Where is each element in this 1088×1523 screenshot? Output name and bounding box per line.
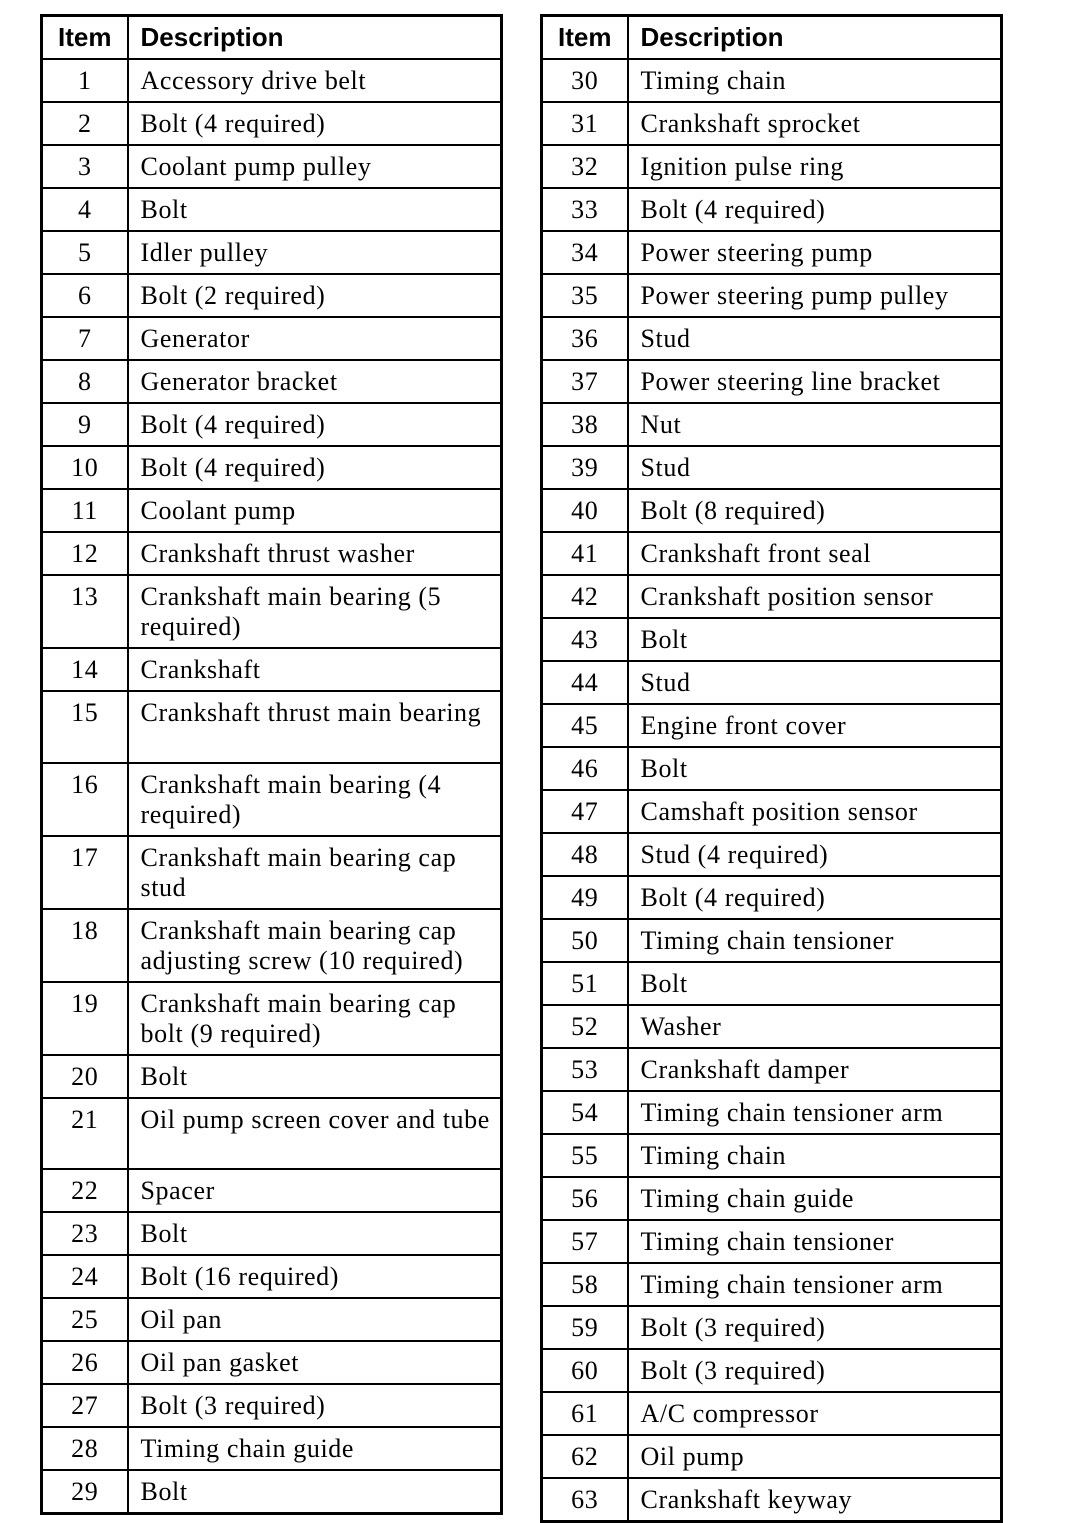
table-row	[542, 1091, 1002, 1134]
item-column-header: Item	[42, 16, 128, 60]
item-description: Timing chain	[628, 59, 1002, 102]
item-number: 5	[42, 231, 128, 274]
item-description: Bolt (3 required)	[628, 1306, 1002, 1349]
item-number: 35	[542, 274, 628, 317]
table-row	[42, 1298, 502, 1341]
item-description: Timing chain	[628, 1134, 1002, 1177]
table-row	[542, 661, 1002, 704]
item-number: 17	[42, 836, 128, 909]
item-description: Bolt (3 required)	[628, 1349, 1002, 1392]
item-description: Camshaft position sensor	[628, 790, 1002, 833]
item-description: Crankshaft main bearing (5 required)	[128, 575, 502, 648]
table-row	[542, 446, 1002, 489]
table-row	[542, 618, 1002, 661]
item-description: Generator	[128, 317, 502, 360]
item-number: 31	[542, 102, 628, 145]
item-number: 11	[42, 489, 128, 532]
table-row	[42, 763, 502, 836]
item-description: Bolt	[128, 1470, 502, 1514]
table-row	[542, 1134, 1002, 1177]
item-number: 8	[42, 360, 128, 403]
table-row	[42, 1169, 502, 1212]
item-description: Stud (4 required)	[628, 833, 1002, 876]
table-row	[542, 489, 1002, 532]
item-description: A/C compressor	[628, 1392, 1002, 1435]
item-description: Timing chain guide	[128, 1427, 502, 1470]
item-number: 55	[542, 1134, 628, 1177]
item-number: 22	[42, 1169, 128, 1212]
table-row	[542, 145, 1002, 188]
item-number: 25	[42, 1298, 128, 1341]
table-row	[542, 1005, 1002, 1048]
item-number: 40	[542, 489, 628, 532]
table-row	[542, 1478, 1002, 1522]
item-number: 21	[42, 1098, 128, 1170]
table-row	[542, 1349, 1002, 1392]
table-row	[42, 575, 502, 648]
item-number: 32	[542, 145, 628, 188]
table-row	[542, 1392, 1002, 1435]
header-row	[542, 16, 1002, 60]
item-number: 60	[542, 1349, 628, 1392]
item-number: 58	[542, 1263, 628, 1306]
parts-table-left-body	[42, 59, 502, 1514]
description-column-header: Description	[128, 16, 502, 60]
table-row	[542, 833, 1002, 876]
table-row	[542, 317, 1002, 360]
table-row	[542, 274, 1002, 317]
parts-table-right	[540, 14, 1003, 1523]
item-number: 14	[42, 648, 128, 691]
table-row	[42, 1255, 502, 1298]
table-row	[42, 403, 502, 446]
table-row	[42, 317, 502, 360]
item-number: 12	[42, 532, 128, 575]
table-row	[42, 59, 502, 102]
item-number: 10	[42, 446, 128, 489]
item-description: Power steering pump	[628, 231, 1002, 274]
item-number: 36	[542, 317, 628, 360]
item-description: Bolt (16 required)	[128, 1255, 502, 1298]
item-number: 61	[542, 1392, 628, 1435]
table-row	[542, 747, 1002, 790]
item-column-header: Item	[542, 16, 628, 60]
item-description: Idler pulley	[128, 231, 502, 274]
item-number: 49	[542, 876, 628, 919]
table-row	[542, 188, 1002, 231]
item-description: Bolt (4 required)	[128, 102, 502, 145]
item-number: 19	[42, 982, 128, 1055]
table-row	[542, 876, 1002, 919]
table-row	[42, 1212, 502, 1255]
item-description: Stud	[628, 317, 1002, 360]
table-row	[542, 1306, 1002, 1349]
item-number: 43	[542, 618, 628, 661]
item-description: Bolt (4 required)	[628, 876, 1002, 919]
item-number: 18	[42, 909, 128, 982]
item-description: Timing chain tensioner	[628, 919, 1002, 962]
item-description: Crankshaft keyway	[628, 1478, 1002, 1522]
item-description: Crankshaft main bearing (4 required)	[128, 763, 502, 836]
item-description: Coolant pump pulley	[128, 145, 502, 188]
item-description: Crankshaft damper	[628, 1048, 1002, 1091]
table-row	[42, 648, 502, 691]
item-description: Crankshaft main bearing cap adjusting screw (10 required)	[128, 909, 502, 982]
item-number: 46	[542, 747, 628, 790]
item-number: 38	[542, 403, 628, 446]
item-number: 56	[542, 1177, 628, 1220]
item-description: Crankshaft front seal	[628, 532, 1002, 575]
item-description: Oil pump screen cover and tube	[128, 1098, 502, 1170]
item-number: 42	[542, 575, 628, 618]
item-description: Crankshaft main bearing cap bolt (9 required)	[128, 982, 502, 1055]
item-description: Bolt (4 required)	[628, 188, 1002, 231]
table-row	[542, 919, 1002, 962]
item-number: 2	[42, 102, 128, 145]
table-row	[542, 1177, 1002, 1220]
item-description: Timing chain tensioner arm	[628, 1263, 1002, 1306]
item-description: Coolant pump	[128, 489, 502, 532]
table-row	[542, 403, 1002, 446]
item-number: 44	[542, 661, 628, 704]
item-description: Generator bracket	[128, 360, 502, 403]
item-description: Oil pump	[628, 1435, 1002, 1478]
item-number: 50	[542, 919, 628, 962]
item-description: Crankshaft	[128, 648, 502, 691]
item-description: Crankshaft position sensor	[628, 575, 1002, 618]
item-number: 57	[542, 1220, 628, 1263]
item-description: Spacer	[128, 1169, 502, 1212]
item-number: 53	[542, 1048, 628, 1091]
item-description: Oil pan	[128, 1298, 502, 1341]
item-description: Timing chain tensioner	[628, 1220, 1002, 1263]
table-row	[542, 1220, 1002, 1263]
item-description: Crankshaft thrust washer	[128, 532, 502, 575]
item-number: 59	[542, 1306, 628, 1349]
item-description: Bolt (4 required)	[128, 446, 502, 489]
item-number: 37	[542, 360, 628, 403]
item-number: 9	[42, 403, 128, 446]
table-row	[42, 145, 502, 188]
item-number: 48	[542, 833, 628, 876]
table-row	[42, 360, 502, 403]
table-row	[542, 532, 1002, 575]
item-description: Bolt	[128, 1055, 502, 1098]
table-row	[42, 982, 502, 1055]
item-number: 33	[542, 188, 628, 231]
item-description: Washer	[628, 1005, 1002, 1048]
table-row	[542, 575, 1002, 618]
item-description: Bolt	[128, 1212, 502, 1255]
item-number: 20	[42, 1055, 128, 1098]
table-row	[542, 790, 1002, 833]
table-row	[42, 231, 502, 274]
item-description: Stud	[628, 661, 1002, 704]
description-column-header: Description	[628, 16, 1002, 60]
item-number: 62	[542, 1435, 628, 1478]
item-number: 7	[42, 317, 128, 360]
item-number: 4	[42, 188, 128, 231]
item-description: Bolt	[128, 188, 502, 231]
item-number: 16	[42, 763, 128, 836]
item-description: Timing chain guide	[628, 1177, 1002, 1220]
item-number: 45	[542, 704, 628, 747]
item-description: Stud	[628, 446, 1002, 489]
item-description: Bolt (2 required)	[128, 274, 502, 317]
table-row	[542, 704, 1002, 747]
table-row	[42, 446, 502, 489]
item-number: 24	[42, 1255, 128, 1298]
parts-table-left	[40, 14, 503, 1515]
item-number: 34	[542, 231, 628, 274]
item-description: Engine front cover	[628, 704, 1002, 747]
item-number: 51	[542, 962, 628, 1005]
item-number: 6	[42, 274, 128, 317]
table-row	[42, 102, 502, 145]
item-number: 13	[42, 575, 128, 648]
item-number: 28	[42, 1427, 128, 1470]
table-row	[42, 188, 502, 231]
item-description: Bolt (3 required)	[128, 1384, 502, 1427]
table-row	[542, 1435, 1002, 1478]
item-description: Crankshaft main bearing cap stud	[128, 836, 502, 909]
item-description: Nut	[628, 403, 1002, 446]
table-row	[542, 1263, 1002, 1306]
item-number: 52	[542, 1005, 628, 1048]
item-number: 41	[542, 532, 628, 575]
item-number: 29	[42, 1470, 128, 1514]
table-row	[42, 1055, 502, 1098]
item-description: Bolt	[628, 747, 1002, 790]
table-row	[542, 59, 1002, 102]
table-row	[42, 1384, 502, 1427]
item-number: 15	[42, 691, 128, 763]
table-row	[42, 1427, 502, 1470]
item-number: 3	[42, 145, 128, 188]
header-row	[42, 16, 502, 60]
table-row	[542, 1048, 1002, 1091]
table-row	[42, 836, 502, 909]
item-description: Bolt	[628, 618, 1002, 661]
item-description: Bolt	[628, 962, 1002, 1005]
item-description: Ignition pulse ring	[628, 145, 1002, 188]
item-description: Oil pan gasket	[128, 1341, 502, 1384]
table-row	[42, 691, 502, 763]
item-number: 1	[42, 59, 128, 102]
item-number: 23	[42, 1212, 128, 1255]
table-row	[542, 360, 1002, 403]
item-description: Timing chain tensioner arm	[628, 1091, 1002, 1134]
item-description: Crankshaft sprocket	[628, 102, 1002, 145]
item-description: Bolt (8 required)	[628, 489, 1002, 532]
item-number: 26	[42, 1341, 128, 1384]
table-row	[42, 1470, 502, 1514]
table-row	[542, 102, 1002, 145]
item-description: Power steering pump pulley	[628, 274, 1002, 317]
table-row	[42, 532, 502, 575]
table-row	[42, 1098, 502, 1170]
item-description: Bolt (4 required)	[128, 403, 502, 446]
item-description: Crankshaft thrust main bearing	[128, 691, 502, 763]
table-row	[42, 1341, 502, 1384]
table-row	[542, 962, 1002, 1005]
item-number: 30	[542, 59, 628, 102]
item-description: Accessory drive belt	[128, 59, 502, 102]
item-number: 27	[42, 1384, 128, 1427]
table-row	[42, 274, 502, 317]
item-number: 63	[542, 1478, 628, 1522]
table-row	[42, 909, 502, 982]
table-row	[42, 489, 502, 532]
item-number: 54	[542, 1091, 628, 1134]
item-description: Power steering line bracket	[628, 360, 1002, 403]
item-number: 47	[542, 790, 628, 833]
item-number: 39	[542, 446, 628, 489]
parts-table-right-body	[542, 59, 1002, 1522]
table-row	[542, 231, 1002, 274]
